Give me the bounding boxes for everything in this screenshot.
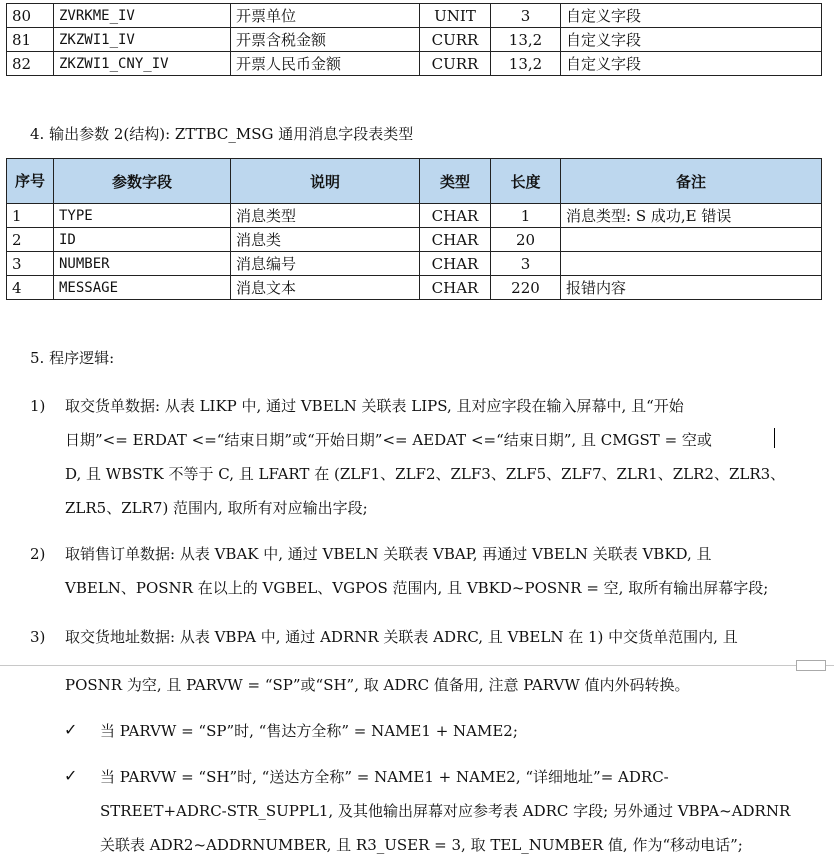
cell-len: 1 <box>491 204 561 228</box>
cell-desc: 开票单位 <box>231 4 420 28</box>
cell-desc: 开票含税金额 <box>231 28 420 52</box>
msg-struct-table <box>6 158 822 300</box>
item-number: 3) <box>30 628 46 646</box>
cell-type: CHAR <box>420 252 491 276</box>
item1-line4: ZLR5、ZLR7) 范围内, 取所有对应输出字段; <box>65 499 368 517</box>
cell-no: 2 <box>7 228 54 252</box>
col-header-field: 参数字段 <box>54 159 231 204</box>
cell-note <box>561 252 822 276</box>
cell-note: 自定义字段 <box>561 28 822 52</box>
cell-desc: 消息类 <box>231 228 420 252</box>
table-row <box>7 204 822 228</box>
col-header-note: 备注 <box>561 159 822 204</box>
col-header-len: 长度 <box>491 159 561 204</box>
section4-heading: 4. 输出参数 2(结构): ZTTBC_MSG 通用消息字段表类型 <box>30 125 414 143</box>
cell-len: 13,2 <box>491 52 561 76</box>
table-row <box>7 4 822 28</box>
cell-desc: 开票人民币金额 <box>231 52 420 76</box>
item2-line1: 取销售订单数据: 从表 VBAK 中, 通过 VBELN 关联表 VBAP, 再通过 VBELN 关联表 VBKD, 且 <box>65 545 712 563</box>
cell-note: 报错内容 <box>561 276 822 300</box>
page-break-line <box>0 665 834 666</box>
bullet2-line1: 当 PARVW = “SH”时, “送达方全称” = NAME1 + NAME2, “详细地址”= ADRC- <box>100 768 669 786</box>
item2-line2: VBELN、POSNR 在以上的 VGBEL、VGPOS 范围内, 且 VBKD~POSNR = 空, 取所有输出屏幕字段; <box>65 579 769 597</box>
cell-no: 82 <box>7 52 54 76</box>
cell-field: NUMBER <box>54 252 231 276</box>
table-row <box>7 228 822 252</box>
cell-field: TYPE <box>54 204 231 228</box>
cell-len: 20 <box>491 228 561 252</box>
cell-note: 消息类型: S 成功,E 错误 <box>561 204 822 228</box>
checkmark-icon: ✓ <box>64 766 78 785</box>
cell-type: CHAR <box>420 204 491 228</box>
cell-no: 3 <box>7 252 54 276</box>
item-number: 2) <box>30 545 46 563</box>
col-header-no: 序号 <box>7 159 54 204</box>
table-row <box>7 276 822 300</box>
cell-field: ZKZWI1_IV <box>54 28 231 52</box>
cell-no: 1 <box>7 204 54 228</box>
bullet2-line2: STREET+ADRC-STR_SUPPL1, 及其他输出屏幕对应参考表 ADRC 字段; 另外通过 VBPA~ADRNR <box>100 802 791 820</box>
item3-line2: POSNR 为空, 且 PARVW = “SP”或“SH”, 取 ADRC 值备用, 注意 PARVW 值内外码转换。 <box>65 676 690 694</box>
cell-no: 4 <box>7 276 54 300</box>
item-number: 1) <box>30 397 46 415</box>
cell-type: CHAR <box>420 228 491 252</box>
bullet1-line1: 当 PARVW = “SP”时, “售达方全称” = NAME1 + NAME2; <box>100 722 518 740</box>
item1-line2: 日期”<= ERDAT <=“结束日期”或“开始日期”<= AEDAT <=“结束日期”, 且 CMGST = 空或 <box>65 431 712 449</box>
cell-len: 3 <box>491 252 561 276</box>
cell-type: UNIT <box>420 4 491 28</box>
cell-len: 13,2 <box>491 28 561 52</box>
cell-field: ID <box>54 228 231 252</box>
cell-desc: 消息类型 <box>231 204 420 228</box>
cell-field: MESSAGE <box>54 276 231 300</box>
cell-len: 220 <box>491 276 561 300</box>
top-fields-table <box>6 3 822 76</box>
col-header-type: 类型 <box>420 159 491 204</box>
checkmark-icon: ✓ <box>64 720 78 739</box>
cell-type: CHAR <box>420 276 491 300</box>
cell-field: ZVRKME_IV <box>54 4 231 28</box>
text-cursor <box>774 428 775 448</box>
cell-note: 自定义字段 <box>561 52 822 76</box>
section5-heading: 5. 程序逻辑: <box>30 349 115 367</box>
cell-no: 81 <box>7 28 54 52</box>
cell-field: ZKZWI1_CNY_IV <box>54 52 231 76</box>
item1-line1: 取交货单数据: 从表 LIKP 中, 通过 VBELN 关联表 LIPS, 且对应字段在输入屏幕中, 且“开始 <box>65 397 684 415</box>
item1-line3: D, 且 WBSTK 不等于 C, 且 LFART 在 (ZLF1、ZLF2、ZLF3、ZLF5、ZLF7、ZLR1、ZLR2、ZLR3、 <box>65 465 786 483</box>
cell-type: CURR <box>420 28 491 52</box>
cell-len: 3 <box>491 4 561 28</box>
table-row <box>7 52 822 76</box>
cell-desc: 消息编号 <box>231 252 420 276</box>
table-header-row <box>7 159 822 204</box>
cell-no: 80 <box>7 4 54 28</box>
cell-desc: 消息文本 <box>231 276 420 300</box>
bullet2-line3: 关联表 ADR2~ADDRNUMBER, 且 R3_USER = 3, 取 TEL_NUMBER 值, 作为“移动电话”; <box>100 836 743 854</box>
cell-type: CURR <box>420 52 491 76</box>
col-header-desc: 说明 <box>231 159 420 204</box>
item3-line1: 取交货地址数据: 从表 VBPA 中, 通过 ADRNR 关联表 ADRC, 且 VBELN 在 1) 中交货单范围内, 且 <box>65 628 738 646</box>
table-row <box>7 28 822 52</box>
page-break-marker <box>796 660 826 671</box>
table-row <box>7 252 822 276</box>
cell-note <box>561 228 822 252</box>
cell-note: 自定义字段 <box>561 4 822 28</box>
